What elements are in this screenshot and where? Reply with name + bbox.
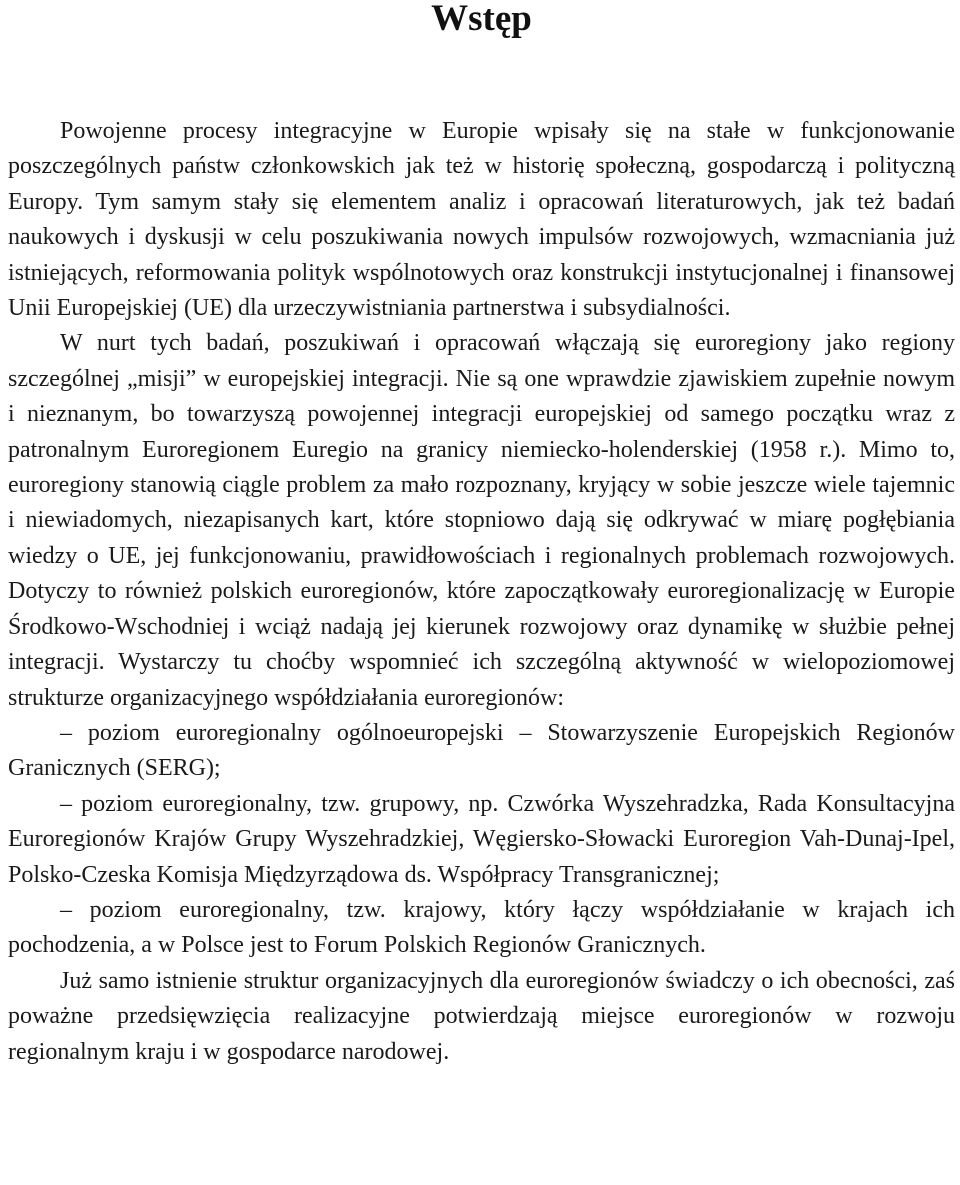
page-title: Wstęp bbox=[431, 0, 532, 39]
paragraph-intro: Powojenne procesy integracyjne w Europie wpisały się na stałe w funkcjonowanie poszczególnych państw członkowskich jak też w historię społeczną, gospodarczą i polityczną Europy. Tym samym stały się elementem analiz i opracowań literaturowych, jak też badań naukowych i dyskusji w celu poszukiwania nowych impulsów rozwojowych, wzmacniania już istniejących, reformowania polityk wspólnotowych oraz konstrukcji instytucjonalnej i finansowej Unii Europejskiej (UE) dla urzeczywistniania partnerstwa i subsydialności. bbox=[8, 118, 955, 322]
document-body bbox=[8, 114, 955, 1070]
paragraph-conclusion: Już samo istnienie struktur organizacyjnych dla euroregionów świadczy o ich obecności, zaś poważne przedsięwzięcia realizacyjne potwierdzają miejsce euroregionów w rozwoju regionalnym kraju i w gospodarce narodowej. bbox=[8, 967, 955, 1065]
list-item-national-level: – poziom euroregionalny, tzw. krajowy, który łączy współdziałanie w krajach ich pochodzenia, a w Polsce jest to Forum Polskich Regionów Granicznych. bbox=[8, 896, 955, 959]
paragraph-euroregions: W nurt tych badań, poszukiwań i opracowań włączają się euroregiony jako regiony szczególnej „misji” w europejskiej integracji. Nie są one wprawdzie zjawiskiem zupełnie nowym i nieznanym, bo towarzyszą powojennej integracji europejskiej od samego początku wraz z patronalnym Euroregionem Euregio na granicy niemiecko-holenderskiej (1958 r.). Mimo to, euroregiony stanowią ciągle problem za mało rozpoznany, kryjący w sobie jeszcze wiele tajemnic i niewiadomych, niezapisanych kart, które stopniowo dają się odkrywać w miarę pogłębiania wiedzy o UE, jej funkcjonowaniu, prawidłowościach i regionalnych problemach rozwojowych. Dotyczy to również polskich euroregionów, które zapoczątkowały euroregionalizację w Europie Środkowo-Wschodniej i wciąż nadają jej kierunek rozwojowy oraz dynamikę w służbie pełnej integracji. Wystarczy tu choćby wspomnieć ich szczególną aktywność w wielopoziomowej strukturze organizacyjnego współdziałania euroregionów: bbox=[8, 330, 955, 711]
list-item-serg: – poziom euroregionalny ogólnoeuropejski – Stowarzyszenie Europejskich Regionów Granicznych (SERG); bbox=[8, 719, 955, 782]
list-item-group-level: – poziom euroregionalny, tzw. grupowy, np. Czwórka Wyszehradzka, Rada Konsultacyjna Euroregionów Krajów Grupy Wyszehradzkiej, Węgiersko-Słowacki Euroregion Vah-Dunaj-Ipel, Polsko-Czeska Komisja Międzyrządowa ds. Współpracy Transgranicznej; bbox=[8, 790, 955, 888]
